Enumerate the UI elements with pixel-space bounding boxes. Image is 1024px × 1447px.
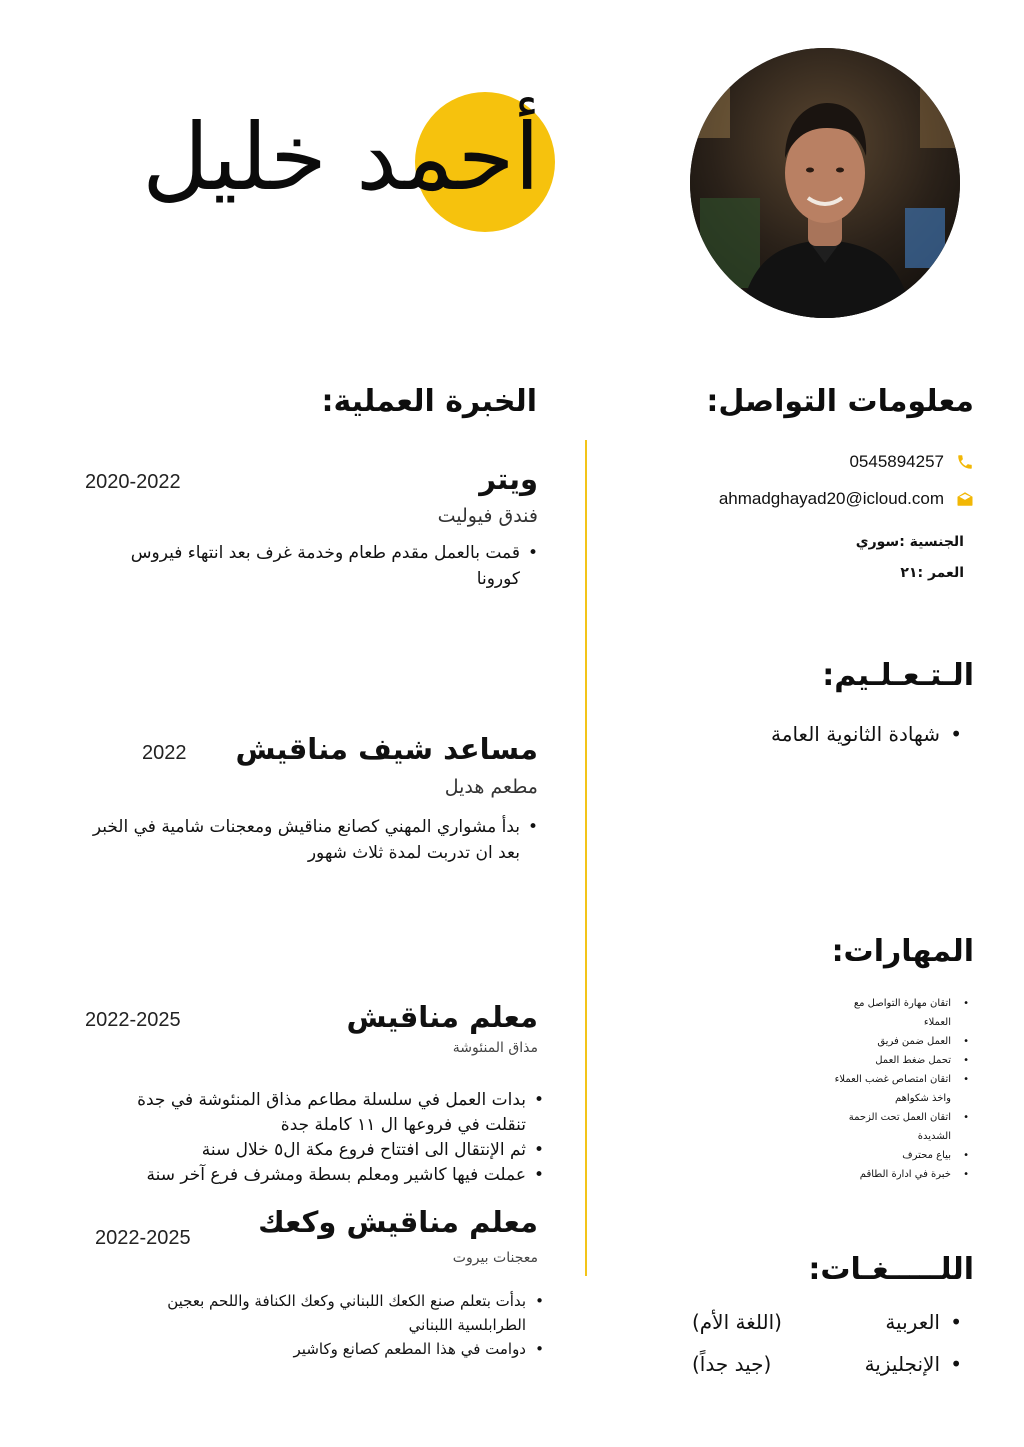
job-bullet: • قمت بالعمل مقدم طعام وخدمة غرف بعد انتهاء فيروس كورونا [118, 540, 538, 592]
job-company: فندق فيوليت [437, 505, 538, 527]
job-title: معلم مناقيش وكعك [258, 1205, 538, 1239]
education-list [771, 720, 962, 748]
job-date: 2022-2025 [95, 1227, 191, 1249]
language-name-wrap [865, 1352, 962, 1376]
skill-item: • اتقان امتصاص غضب العملاء واخذ شكواهم [829, 1070, 969, 1108]
phone-icon [956, 453, 974, 471]
language-bullet: • [950, 1352, 962, 1376]
skills-section-title: المهارات: [831, 934, 974, 969]
education-section-title: الـتـعـلـيم: [822, 658, 974, 693]
experience-section-title: الخبرة العملية: [321, 384, 537, 419]
language-name: الإنجليزية [864, 1352, 940, 1376]
profile-photo-illustration [690, 48, 960, 318]
job-bullet: • بدأ مشواري المهني كصانع مناقيش ومعجنات شامية في الخبر بعد ان تدربت لمدة ثلاث شهور [68, 814, 538, 866]
job-bullet: • بدأت بتعلم صنع الكعك اللبناني وكعك الكنافة واللحم بعجين الطرابلسية اللبناني [104, 1289, 544, 1337]
language-name: العربية [885, 1310, 940, 1334]
language-level: (جيد جداً) [692, 1352, 772, 1376]
job-bullets [104, 1289, 544, 1361]
contact-section-title: معلومات التواصل: [706, 384, 974, 419]
job-company: مذاق المنئوشة [452, 1040, 538, 1056]
language-name-wrap [885, 1310, 962, 1334]
column-divider [585, 440, 587, 1276]
job-company: معجنات بيروت [452, 1250, 538, 1266]
candidate-name: أحمد خليل [142, 104, 540, 211]
nationality: الجنسية :سوري [855, 534, 964, 550]
job-bullets [118, 540, 538, 592]
job-title: مساعد شيف مناقيش [235, 732, 538, 766]
job-bullet: • دوامت في هذا المطعم كصانع وكاشير [104, 1337, 544, 1361]
job-title: ويتر [479, 462, 538, 496]
job-bullet: • بدات العمل في سلسلة مطاعم مذاق المنئوشة في جدة تنقلت في فروعها ال ١١ كاملة جدة [94, 1088, 544, 1138]
skills-list [829, 994, 969, 1184]
age: العمر :٢١ [900, 565, 964, 581]
job-company: مطعم هديل [444, 776, 538, 798]
mail-icon [956, 490, 974, 508]
skill-item: • تحمل ضغط العمل [829, 1051, 969, 1070]
skill-item: • خبرة في ادارة الطاقم [829, 1165, 969, 1184]
language-row [692, 1310, 962, 1334]
language-bullet: • [950, 1310, 962, 1334]
education-item: • شهادة الثانوية العامة [771, 720, 962, 748]
email-address[interactable]: ahmadghayad20@icloud.com [718, 489, 944, 508]
languages-section-title: اللـــــغـات: [808, 1252, 974, 1287]
language-level: (اللغة الأم) [692, 1310, 782, 1334]
job-bullets [68, 814, 538, 866]
job-bullet: • ثم الإنتقال الى افتتاح فروع مكة ال٥ خلال سنة [94, 1138, 544, 1163]
job-bullets [94, 1088, 544, 1188]
skill-item: • اتقان العمل تحت الزحمة الشديدة [829, 1108, 969, 1146]
skill-item: • العمل ضمن فريق [829, 1032, 969, 1051]
job-title: معلم مناقيش [346, 1000, 538, 1034]
job-bullet: • عملت فيها كاشير ومعلم بسطة ومشرف فرع آخر سنة [94, 1163, 544, 1188]
skill-item: • اتقان مهارة التواصل مع العملاء [829, 994, 969, 1032]
contact-email-row [719, 489, 974, 509]
job-date: 2022-2025 [85, 1009, 181, 1031]
skill-item: • بياع محترف [829, 1146, 969, 1165]
language-row [692, 1352, 962, 1376]
job-date: 2022 [142, 742, 187, 764]
phone-number[interactable]: 0545894257 [849, 452, 944, 471]
contact-phone-row [849, 452, 974, 472]
profile-photo [690, 48, 960, 318]
job-date: 2020-2022 [85, 471, 181, 493]
